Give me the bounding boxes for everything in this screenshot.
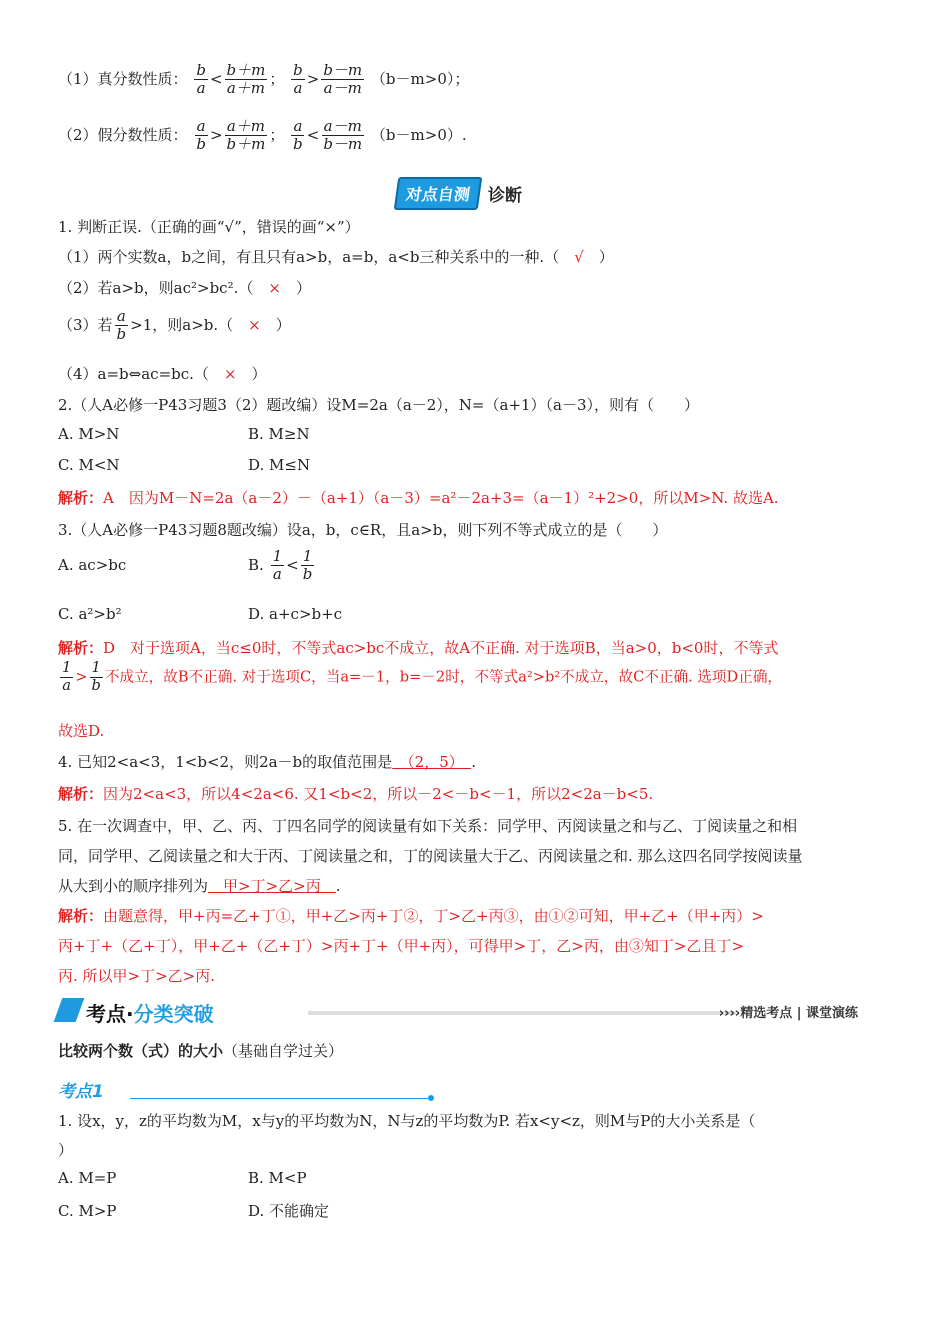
q3-options-ab: A. ac>bc B. $\frac{1}{a}$ < $\frac{1}{b}$ — [58, 547, 313, 584]
q1-item-4: （4）a=b⇔ac=bc.（ × ） — [58, 365, 267, 383]
fraction: $\frac{1}{a}$ — [272, 547, 283, 584]
property-2: （2）假分数性质： $\frac{a}{b}$ > $\frac{a+m}{b+m}$ ； $\frac{a}{b}$ < $\frac{a-m}{b-m}$ （b－m>0）. — [58, 117, 467, 154]
q3-analysis-2: $\frac{1}{a}$ > $\frac{1}{b}$ 不成立，故B不正确. 对于选项C，当a=－1，b=－2时，不等式a²>b²不成立，故C不正确. 选项D正确， — [62, 659, 783, 694]
self-test-banner: 对点自测 诊断 — [396, 178, 522, 208]
q6-options-ab: A. M=P B. M<P — [58, 1169, 307, 1187]
subsection-title: 比较两个数（式）的大小（基础自学过关） — [58, 1042, 344, 1060]
kaodian-label: 考点1 — [58, 1082, 104, 1102]
fraction: $\frac{b-m}{a-m}$ — [323, 61, 363, 98]
section-subtitle: ››››精选考点 | 课堂演练 — [718, 1006, 858, 1021]
q5-analysis-3: 丙. 所以甲>丁>乙>丙. — [58, 967, 216, 985]
q5-line-1: 5. 在一次调查中，甲、乙、丙、丁四名同学的阅读量有如下关系：同学甲、丙阅读量之和与乙、丁阅读量之和相 — [58, 817, 798, 835]
q4-stem: 4. 已知2<a<3，1<b<2，则2a－b的取值范围是 （2，5） . — [58, 753, 477, 771]
q3-analysis-1: 解析：D 对于选项A，当c≤0时，不等式ac>bc不成立，故A不正确. 对于选项B，当a>0，b<0时，不等式 — [58, 639, 779, 657]
q2-stem: 2.（人A必修一P43习题3（2）题改编）设M=2a（a－2），N=（a+1）（a－3），则有（ ） — [58, 396, 700, 414]
fraction: $\frac{b}{a}$ — [293, 61, 303, 98]
q5-line-3: 从大到小的顺序排列为 甲>丁>乙>丙 . — [58, 877, 341, 895]
q4-analysis: 解析：因为2<a<3，所以4<2a<6. 又1<b<2，所以－2<－b<－1，所以2<2a－b<5. — [58, 785, 654, 803]
q5-analysis-2: 丙+丁+（乙+丁），甲+乙+（乙+丁）>丙+丁+（甲+丙），可得甲>丁，乙>丙，由③知丁>乙且丁> — [58, 937, 744, 955]
q6-stem: 1. 设x，y，z的平均数为M，x与y的平均数为N，N与z的平均数为P. 若x<y<z，则M与P的大小关系是（ — [58, 1112, 756, 1130]
q1-item-1: （1）两个实数a，b之间，有且只有a>b，a=b，a<b三种关系中的一种.（ √ ） — [58, 248, 614, 266]
q3-analysis-3: 故选D. — [58, 722, 105, 740]
q6-stem-close: ） — [58, 1141, 74, 1159]
section-divider — [308, 1011, 736, 1015]
section-header — [58, 998, 858, 1028]
q5-answer-blank: 甲>丁>乙>丙 — [208, 877, 336, 895]
fraction: $\frac{a+m}{b+m}$ — [226, 117, 266, 154]
fraction: $\frac{b}{a}$ — [196, 61, 206, 98]
fraction: $\frac{1}{a}$ — [62, 659, 72, 694]
q2-analysis: 解析：A 因为M－N=2a（a－2）－（a+1）（a－3）=a²－2a+3=（a－1）²+2>0，所以M>N. 故选A. — [58, 489, 779, 507]
q1-item-3: （3）若 $\frac{a}{b}$ >1，则a>b.（ × ） — [58, 307, 291, 344]
property-1: （1）真分数性质： $\frac{b}{a}$ < $\frac{b+m}{a+m}$ ； $\frac{b}{a}$ > $\frac{b-m}{a-m}$ （b－m>0）； — [58, 61, 470, 98]
q5-analysis-1: 解析：由题意得，甲+丙=乙+丁①，甲+乙>丙+丁②，丁>乙+丙③，由①②可知，甲+乙+（甲+丙）> — [58, 907, 764, 925]
q4-answer-blank: （2，5） — [392, 753, 472, 771]
fraction: $\frac{b+m}{a+m}$ — [226, 61, 266, 98]
kaodian-dot — [428, 1095, 434, 1101]
fraction: $\frac{a}{b}$ — [116, 307, 127, 344]
q1-stem: 1. 判断正误.（正确的画“√”，错误的画“×”） — [58, 218, 360, 236]
kaodian-rule — [130, 1098, 430, 1099]
section-logo-icon — [54, 998, 85, 1022]
q2-options-ab: A. M>N B. M≥N — [58, 425, 310, 443]
q3-options-cd: C. a²>b² D. a+c>b+c — [58, 605, 343, 623]
fraction: $\frac{a-m}{b-m}$ — [323, 117, 363, 154]
section-title: 考点·分类突破 — [86, 1002, 214, 1026]
fraction: $\frac{a}{b}$ — [196, 117, 206, 154]
q5-line-2: 同，同学甲、乙阅读量之和大于丙、丁阅读量之和，丁的阅读量大于乙、丙阅读量之和. 那么这四名同学按阅读量 — [58, 847, 803, 865]
q1-item-2: （2）若a>b，则ac²>bc².（ × ） — [58, 279, 311, 297]
q6-options-cd: C. M>P D. 不能确定 — [58, 1202, 330, 1220]
q3-stem: 3.（人A必修一P43习题8题改编）设a，b，c∈R，且a>b，则下列不等式成立的是（ ） — [58, 521, 668, 539]
q2-options-cd: C. M<N D. M≤N — [58, 456, 311, 474]
fraction: $\frac{1}{b}$ — [91, 659, 101, 694]
fraction: $\frac{a}{b}$ — [293, 117, 303, 154]
fraction: $\frac{1}{b}$ — [302, 547, 313, 584]
